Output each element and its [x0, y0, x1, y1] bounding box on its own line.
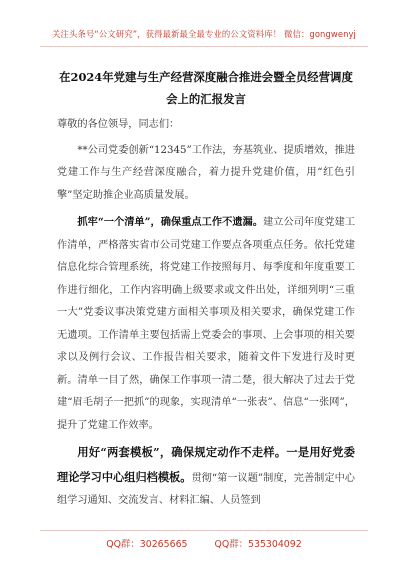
section-2-body: 贯彻“第一议题”制度，完善制定中心组学习通知、交流发言、材料汇编、人员签到 — [57, 472, 355, 506]
footer-qq-group-2: QQ群：535304092 — [214, 539, 302, 550]
title-line-2: 会上的汇报发言 — [166, 92, 246, 106]
footer — [0, 536, 408, 550]
document-body — [57, 114, 355, 517]
section-1-body: 建立公司年度党建工作清单，严格落实省市公司党建工作要点各项重点任务。依托党建信息化综合管理系统，将党建工作按照每月、每季度和年度重要工作进行细化，工作内容明确上级要求或文件出处，详细列明“三重一大”党委议事决策党建方面相关事项及相关要求，确保党建工作无遗项。工作清单主要包括需上党委会的事项、上会事项的相关要求以及例行会议、工作报告相关要求，随着文件下发进行及时更新。清单一目了然，确保工作事项一清二楚，很大解决了过去于党建“眉毛胡子一把抓”的现象，实现清单“一张表”、信息“一张网”，提升了党建工作效率。 — [57, 217, 356, 431]
footer-qq-group-1: QQ群：30265665 — [106, 539, 188, 550]
intro-paragraph: **公司党委创新“12345”工作法，夯基筑业、提质增效，推进党建工作与生产经营深度融合，着力提升党建价值，用“红色引擎”坚定助推企业高质量发展。 — [57, 144, 355, 201]
footer-divider — [40, 530, 368, 531]
section-1-paragraph — [57, 211, 355, 437]
section-2-lead: 用好“两套模板”，确保规定动作不走样。一是用好党委理论学习中心组归档模板。 — [57, 445, 355, 484]
header-divider — [40, 46, 368, 47]
document-title — [56, 66, 356, 110]
header-banner: 关注头条号“公文研究”，获得最新最全最专业的公文资料库！ 微信：gongwenyj — [52, 29, 356, 39]
title-line-1: 在2024年党建与生产经营深度融合推进会暨全员经营调度 — [59, 70, 353, 84]
section-1-lead: 抓牢“一个清单”，确保重点工作不遗漏。 — [77, 216, 264, 228]
section-2-paragraph — [57, 441, 355, 513]
salutation: 尊敬的各位领导，同志们： — [57, 119, 180, 130]
